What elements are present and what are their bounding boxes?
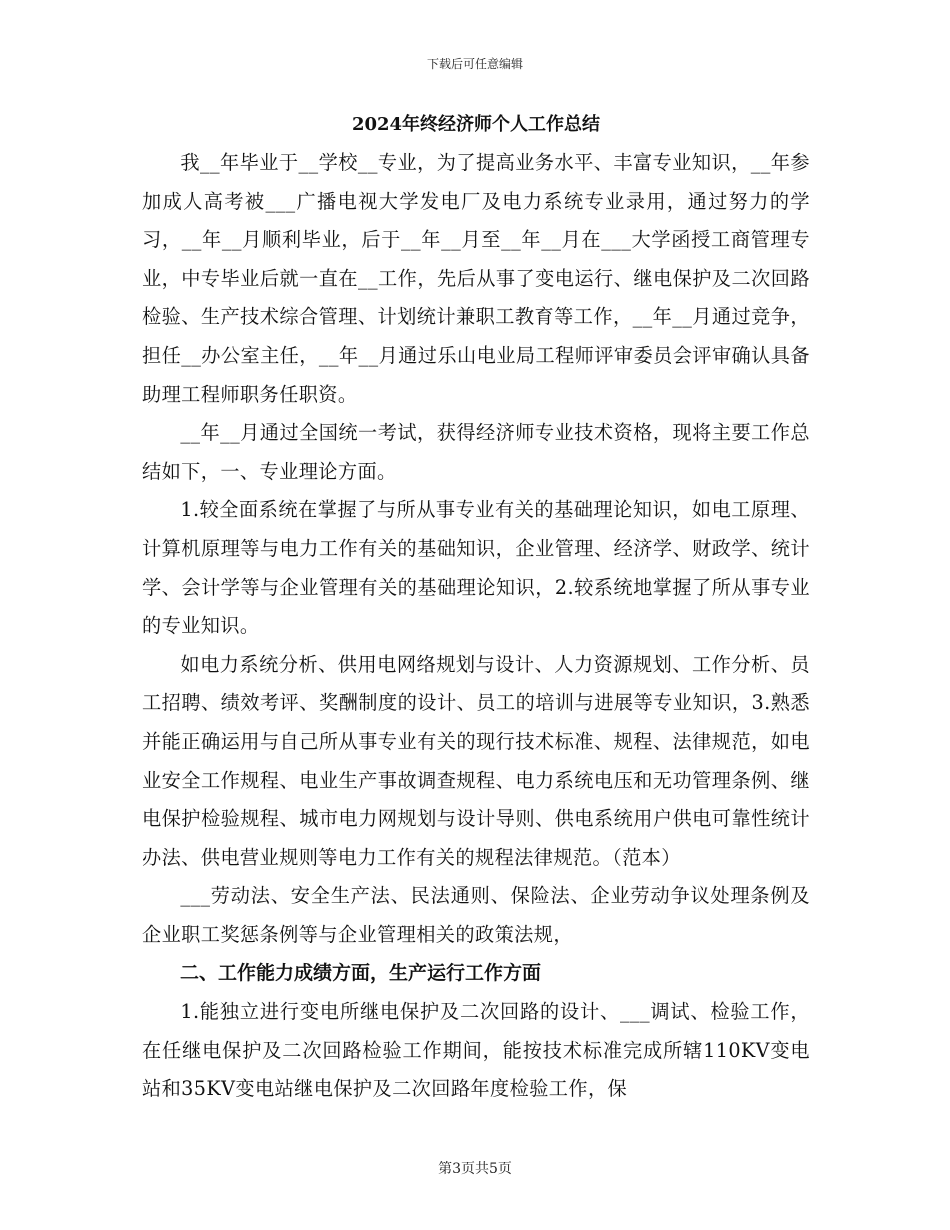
page-number: 第3页共5页	[438, 1161, 512, 1177]
paragraph: __年__月通过全国统一考试，获得经济师专业技术资格，现将主要工作总结如下，一、专业理论方面。	[142, 421, 810, 483]
paragraph: ___劳动法、安全生产法、民法通则、保险法、企业劳动争议处理条例及企业职工奖惩条例等与企业管理相关的政策法规，	[142, 884, 810, 946]
paragraph: 1.较全面系统在掌握了与所从事专业有关的基础理论知识，如电工原理、计算机原理等与电力工作有关的基础知识，企业管理、经济学、财政学、统计学、会计学等与企业管理有关的基础理论知识，2.较系统地掌握了所从事专业的专业知识。	[142, 498, 810, 638]
document-body	[142, 110, 810, 1109]
paragraph: 如电力系统分析、供用电网络规划与设计、人力资源规划、工作分析、员工招聘、绩效考评、奖酬制度的设计、员工的培训与进展等专业知识，3.熟悉并能正确运用与自己所从事专业有关的现行技术标准、规程、法律规范，如电业安全工作规程、电业生产事故调查规程、电力系统电压和无功管理条例、继电保护检验规程、城市电力网规划与设计导则、供电系统用户供电可靠性统计办法、供电营业规则等电力工作有关的规程法律规范。（范本）	[142, 652, 810, 869]
section-heading: 二、工作能力成绩方面，生产运行工作方面	[180, 962, 542, 985]
document-title: 2024年终经济师个人工作总结	[351, 114, 601, 135]
paragraph: 我__年毕业于__学校__专业，为了提高业务水平、丰富专业知识，__年参加成人高考被___广播电视大学发电厂及电力系统专业录用，通过努力的学习，__年__月顺利毕业，后于__年__月至__年__月在___大学函授工商管理专业，中专毕业后就一直在__工作，先后从事了变电运行、继电保护及二次回路检验、生产技术综合管理、计划统计兼职工教育等工作，__年__月通过竞争，担任__办公室主任，__年__月通过乐山电业局工程师评审委员会评审确认具备助理工程师职务任职资。	[142, 151, 810, 406]
paragraph: 1.能独立进行变电所继电保护及二次回路的设计、___调试、检验工作，在任继电保护及二次回路检验工作期间，能按技术标准完成所辖110KV变电站和35KV变电站继电保护及二次回路年度检验工作，保	[142, 1000, 810, 1101]
page-header-note: 下载后可任意编辑	[426, 57, 523, 71]
